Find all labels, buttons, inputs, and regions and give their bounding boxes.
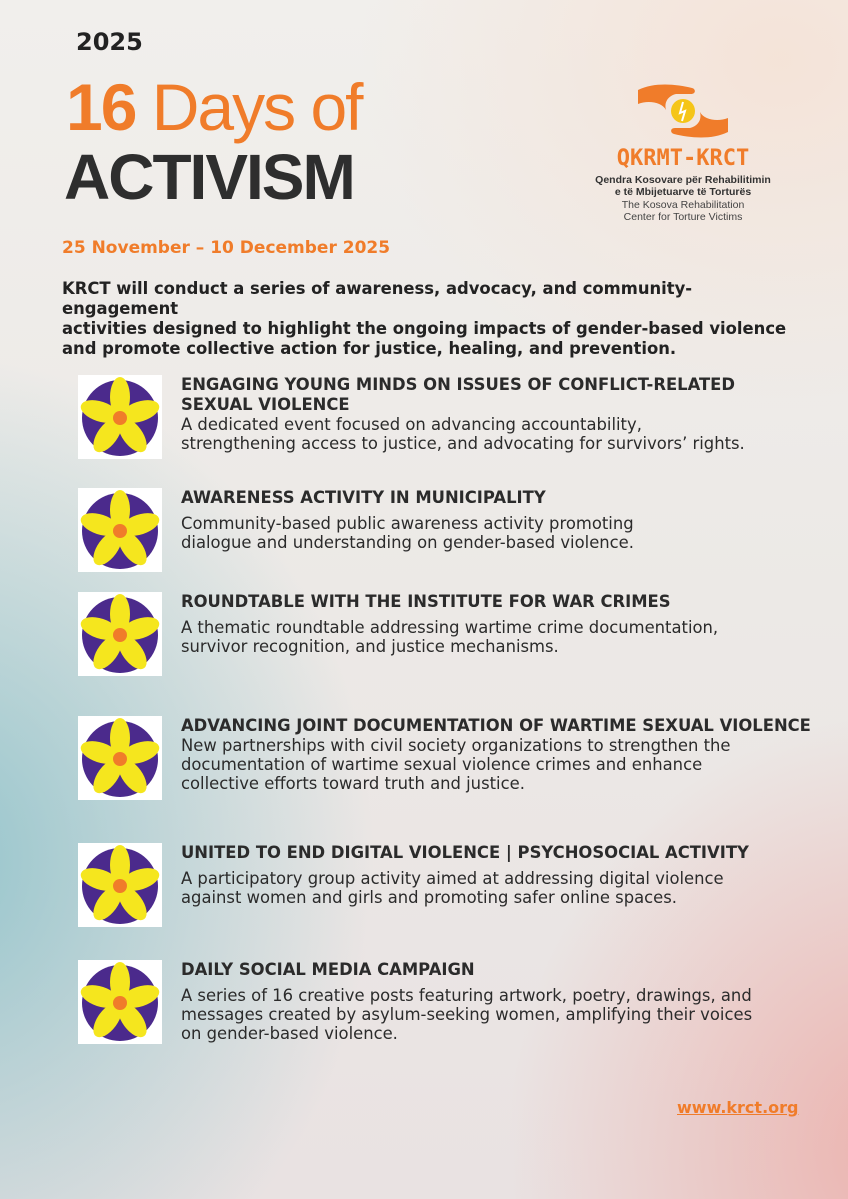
intro-line: activities designed to highlight the ongoing impacts of gender-based violence (62, 319, 787, 338)
activity-desc-line: A thematic roundtable addressing wartime crime documentation, (181, 618, 719, 637)
activity-title (181, 375, 821, 415)
website-link[interactable]: www.krct.org (677, 1098, 799, 1117)
logo-name-sq-1: Qendra Kosovare për Rehabilitimin (595, 174, 771, 186)
activity-text (181, 375, 821, 453)
title-activism: ACTIVISM (64, 141, 354, 213)
activity-title-line: SEXUAL VIOLENCE (181, 395, 350, 414)
activity-desc-line: collective efforts toward truth and justice. (181, 774, 525, 793)
activity-desc-line: A series of 16 creative posts featuring artwork, poetry, drawings, and (181, 986, 752, 1005)
activity-desc-line: survivor recognition, and justice mechanisms. (181, 637, 559, 656)
intro-line: KRCT will conduct a series of awareness, advocacy, and community-engagement (62, 279, 693, 318)
activity-desc-line: against women and girls and promoting safer online spaces. (181, 888, 678, 907)
activity-title-line: ROUNDTABLE WITH THE INSTITUTE FOR WAR CRIMES (181, 592, 671, 611)
activity-desc-line: on gender-based violence. (181, 1024, 398, 1043)
activity-title (181, 592, 821, 612)
title-16-days (66, 72, 362, 142)
activity-title (181, 716, 821, 736)
hands-logo-icon (636, 80, 730, 142)
activity-text (181, 488, 821, 552)
activity-description (181, 736, 821, 793)
activity-description (181, 618, 821, 656)
title-days-of: Days of (135, 70, 362, 144)
intro-paragraph (62, 279, 792, 359)
activity-title-line: ADVANCING JOINT DOCUMENTATION OF WARTIME SEXUAL VIOLENCE (181, 716, 811, 735)
activity-desc-line: messages created by asylum-seeking women, amplifying their voices (181, 1005, 753, 1024)
logo-name-en-1: The Kosova Rehabilitation (621, 199, 745, 211)
activity-text (181, 716, 821, 793)
activity-description (181, 415, 821, 453)
activity-description (181, 986, 821, 1043)
title-number: 16 (66, 70, 136, 144)
activity-desc-line: Community-based public awareness activity promoting (181, 514, 634, 533)
activity-title-line: ENGAGING YOUNG MINDS ON ISSUES OF CONFLICT-RELATED (181, 375, 735, 394)
activity-text (181, 592, 821, 656)
activity-text (181, 843, 821, 907)
activity-title (181, 843, 821, 863)
activity-title (181, 488, 821, 508)
logo-acronym: QKRMT-KRCT (616, 146, 750, 171)
activity-text (181, 960, 821, 1043)
forget-me-not-flower-icon (78, 843, 162, 927)
logo-name-en-2: Center for Torture Victims (623, 211, 743, 223)
forget-me-not-flower-icon (78, 592, 162, 676)
activity-desc-line: A participatory group activity aimed at addressing digital violence (181, 869, 724, 888)
forget-me-not-flower-icon (78, 375, 162, 459)
campaign-dates: 25 November – 10 December 2025 (62, 238, 391, 258)
intro-line: and promote collective action for justice, healing, and prevention. (62, 339, 677, 358)
krct-logo (588, 80, 778, 225)
activity-desc-line: dialogue and understanding on gender-based violence. (181, 533, 634, 552)
forget-me-not-flower-icon (78, 960, 162, 1044)
forget-me-not-flower-icon (78, 716, 162, 800)
activity-title-line: UNITED TO END DIGITAL VIOLENCE | PSYCHOSOCIAL ACTIVITY (181, 843, 749, 862)
activity-title-line: DAILY SOCIAL MEDIA CAMPAIGN (181, 960, 475, 979)
year: 2025 (76, 28, 143, 56)
activity-desc-line: A dedicated event focused on advancing accountability, (181, 415, 642, 434)
activity-description (181, 514, 821, 552)
activity-title-line: AWARENESS ACTIVITY IN MUNICIPALITY (181, 488, 546, 507)
activity-desc-line: New partnerships with civil society organizations to strengthen the (181, 736, 731, 755)
forget-me-not-flower-icon (78, 488, 162, 572)
activity-description (181, 869, 821, 907)
logo-name-sq-2: e të Mbijetuarve të Torturës (614, 186, 752, 198)
activity-desc-line: documentation of wartime sexual violence crimes and enhance (181, 755, 703, 774)
activity-desc-line: strengthening access to justice, and advocating for survivors’ rights. (181, 434, 745, 453)
activity-title (181, 960, 821, 980)
